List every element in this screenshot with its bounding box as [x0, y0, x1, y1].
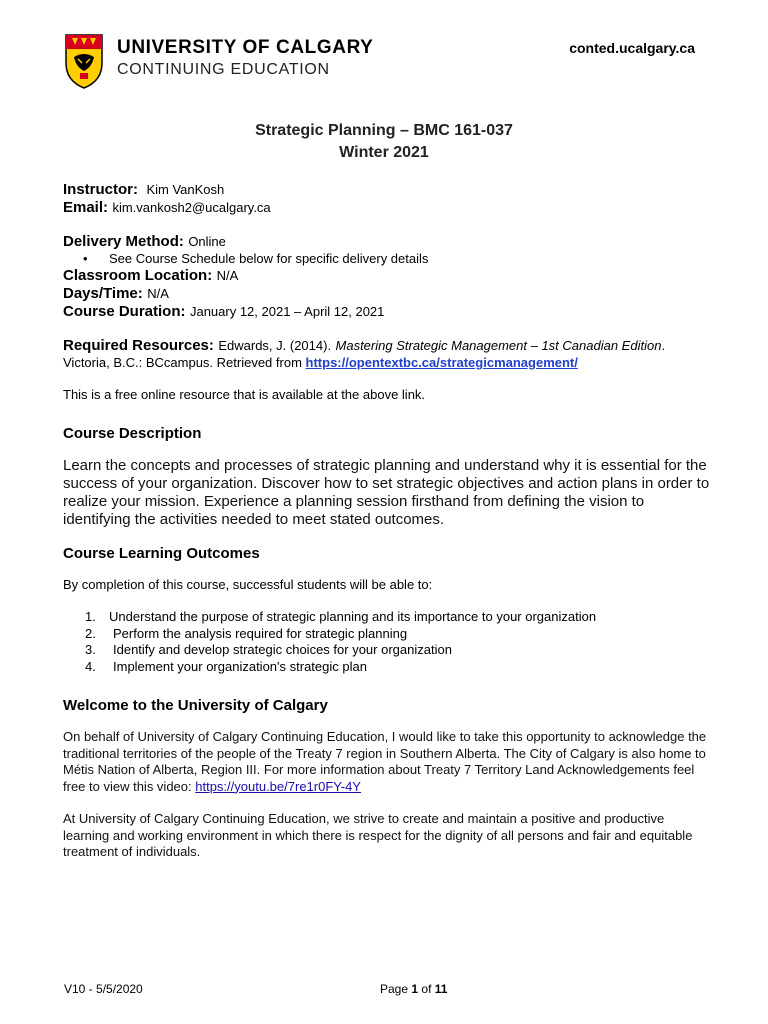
list-item: 3. Identify and develop strategic choices for your organization [85, 642, 452, 657]
duration-value: January 12, 2021 – April 12, 2021 [189, 304, 385, 319]
email-label: Email: [63, 199, 109, 216]
citation-line2: Victoria, B.C.: BCcampus. Retrieved from [63, 355, 302, 370]
version-text: V10 - 5/5/2020 [64, 982, 143, 996]
logo-subtitle: CONTINUING EDUCATION [117, 61, 330, 78]
list-item: 2. Perform the analysis required for strategic planning [85, 625, 408, 641]
delivery-label: Delivery Method: [63, 233, 184, 250]
delivery-value: Online [188, 234, 226, 249]
instructor-value: Kim VanKosh [146, 182, 225, 197]
course-description-text: Learn the concepts and processes of strategic planning and understand why it is essential for the success of your organization. Discover how to set strategic objectives and action plans in order to realize your mission. Experience a planning session firsthand from defining the vision to identifying the activities needed to meet stated outcomes. [63, 457, 710, 528]
welcome-paragraph-1-text: On behalf of University of Calgary Continuing Education, I would like to take this opportunity to acknowledge the traditional territories of the people of the Treaty 7 region in Southern Alberta. The City of Calgary is also home to Métis Nation of Alberta, Region III. For more information about Treaty 7 Territory Land Acknowledgements feel free to view this video: [63, 729, 707, 794]
days-value: N/A [147, 286, 169, 301]
resources-line2 [63, 355, 713, 371]
university-logo [64, 33, 374, 89]
resources-row [63, 337, 713, 355]
resources-note: This is a free online resource that is available at the above link. [63, 387, 426, 402]
location-value: N/A [216, 268, 239, 283]
duration-row [63, 303, 713, 321]
resources-label: Required Resources: [63, 337, 214, 354]
days-row [63, 285, 713, 303]
logo-title: UNIVERSITY OF CALGARY [117, 37, 374, 58]
welcome-paragraph-2: At University of Calgary Continuing Education, we strive to create and maintain a positive and productive learning and working environment in which there is respect for the dignity of all persons and fair and equitable treatment of individuals. [63, 811, 693, 859]
location-label: Classroom Location: [63, 267, 213, 284]
citation-tail: . [661, 338, 666, 353]
course-description-heading: Course Description [63, 425, 202, 442]
learning-outcomes-heading: Course Learning Outcomes [63, 545, 260, 562]
delivery-row [63, 233, 713, 251]
list-item: 1. Understand the purpose of strategic planning and its importance to your organization [85, 609, 597, 624]
location-row [63, 267, 713, 285]
bullet-icon: • [83, 251, 88, 266]
course-title-block [0, 120, 768, 164]
crest-icon [64, 33, 104, 89]
citation-author: Edwards, J. (2014). [218, 338, 332, 353]
list-item: 4. Implement your organization's strategic plan [85, 658, 367, 674]
video-link[interactable]: https://youtu.be/7re1r0FY-4Y [195, 778, 361, 794]
instructor-label: Instructor: [63, 181, 138, 198]
delivery-bullet [63, 251, 713, 267]
duration-label: Course Duration: [63, 303, 186, 320]
instructor-row [63, 181, 713, 199]
welcome-heading: Welcome to the University of Calgary [63, 697, 328, 714]
website-url[interactable]: conted.ucalgary.ca [569, 40, 695, 56]
days-label: Days/Time: [63, 285, 143, 302]
learning-outcomes-list [63, 609, 713, 675]
delivery-bullet-text: See Course Schedule below for specific delivery details [109, 251, 429, 266]
email-row [63, 199, 713, 217]
course-term: Winter 2021 [339, 144, 429, 161]
textbook-link[interactable]: https://opentextbc.ca/strategicmanagement/ [305, 355, 578, 370]
citation-title: Mastering Strategic Management – 1st Canadian Edition [335, 338, 662, 353]
learning-outcomes-intro: By completion of this course, successful students will be able to: [63, 577, 433, 592]
page-number: Page 1 of 11 [380, 982, 448, 996]
main-content [63, 181, 713, 861]
welcome-paragraph-1 [63, 729, 713, 795]
course-title: Strategic Planning – BMC 161-037 [255, 122, 513, 139]
email-value: kim.vankosh2@ucalgary.ca [112, 200, 271, 215]
